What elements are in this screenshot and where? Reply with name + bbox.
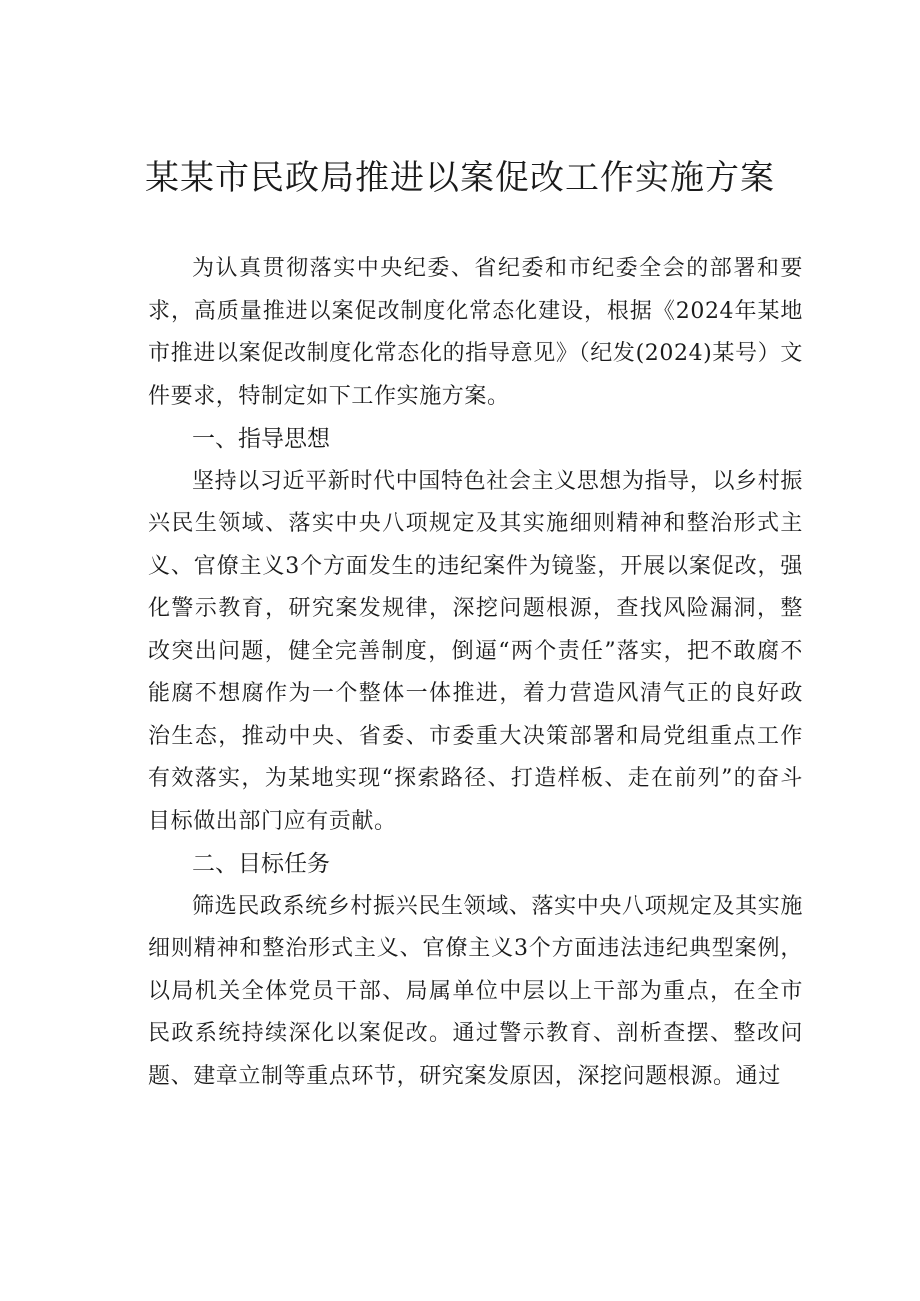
document-body [148,248,803,1098]
section-guiding-ideology [148,418,803,843]
intro-paragraph: 为认真贯彻落实中央纪委、省纪委和市纪委全会的部署和要求，高质量推进以案促改制度化常态化建设，根据《2024年某地市推进以案促改制度化常态化的指导意见》（纪发(2024)某号）文件要求，特制定如下工作实施方案。 [148,256,803,409]
section-paragraph: 坚持以习近平新时代中国特色社会主义思想为指导，以乡村振兴民生领域、落实中央八项规定及其实施细则精神和整治形式主义、官僚主义3个方面发生的违纪案件为镜鉴，开展以案促改，强化警示教育，研究案发规律，深挖问题根源，查找风险漏洞，整改突出问题，健全完善制度，倒逼“两个责任”落实，把不敢腐不能腐不想腐作为一个整体一体推进，着力营造风清气正的良好政治生态，推动中央、省委、市委重大决策部署和局党组重点工作有效落实，为某地实现“探索路径、打造样板、走在前列”的奋斗目标做出部门应有贡献。 [148,468,803,834]
section-goals-tasks [148,843,803,1098]
section-heading: 二、目标任务 [192,851,330,877]
section-paragraph: 筛选民政系统乡村振兴民生领域、落实中央八项规定及其实施细则精神和整治形式主义、官僚主义3个方面违法违纪典型案例，以局机关全体党员干部、局属单位中层以上干部为重点，在全市民政系统持续深化以案促改。通过警示教育、剖析查摆、整改问题、建章立制等重点环节，研究案发原因，深挖问题根源。通过 [148,893,803,1089]
section-heading: 一、指导思想 [192,426,330,452]
document-title: 某某市民政局推进以案促改工作实施方案 [145,158,775,198]
